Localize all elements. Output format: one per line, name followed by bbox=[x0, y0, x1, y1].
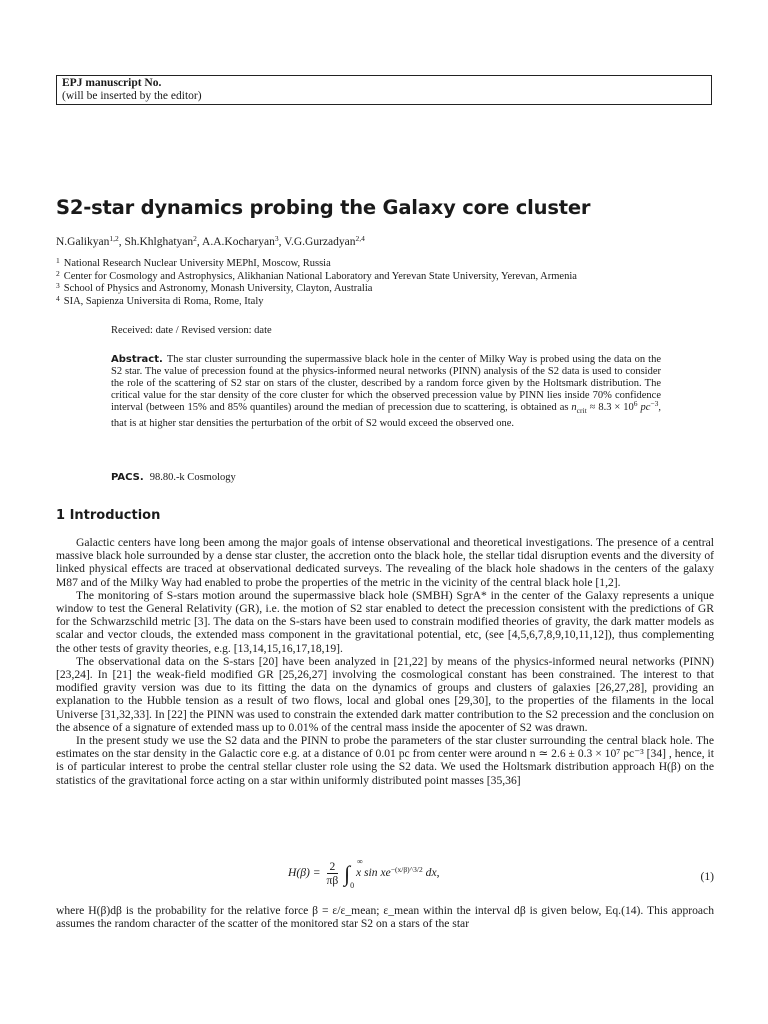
affiliation bbox=[56, 258, 577, 271]
abstract-math-unit-exp: −3 bbox=[650, 399, 659, 409]
integral-upper: ∞ bbox=[357, 856, 363, 866]
affiliation bbox=[56, 293, 577, 309]
author-affil-sup: 1,2 bbox=[109, 234, 119, 243]
affiliation-num: 2 bbox=[56, 268, 60, 278]
abstract-text: The star cluster surrounding the supermassive black hole in the center of Milky Way is probed using the data on the S2 star. The value of precession found at the physics-informed neural networks (PINN) analysis of the S2 data is used to consider the role of the scattering of S2 star on stars of the cluster, described by a random force given by the Holtsmark distribution. The critical value for the star density of the core cluster for which the observed precession value by PINN lies inside 70% confidence interval (between 15% and 85% quantiles) around the median of precession due to scattering, is obtained as bbox=[111, 354, 661, 414]
abstract-math-rest: ≈ 8.3 × 10 bbox=[586, 402, 634, 414]
body-text bbox=[56, 536, 714, 787]
paragraph: Galactic centers have long been among the major goals of intense observational and theoretical investigations. The presence of a central massive black hole surrounded by a dense star cluster, the accretion onto the black hole, the stellar tidal disruption events and the diversity of linked physical effects are traced at observational dedicated surveys. The revealing of the black hole shadows in the centers of the galaxy M87 and of the Milky Way had enabled to probe the properties of the metric in the vicinity of the central black hole [1,2]. bbox=[56, 536, 714, 589]
affiliation-num: 4 bbox=[56, 293, 60, 303]
equation-integrand: x sin xe bbox=[356, 866, 391, 880]
author-sep: , bbox=[118, 236, 125, 248]
manuscript-note: (will be inserted by the editor) bbox=[62, 90, 202, 102]
author: A.A.Kocharyan bbox=[202, 236, 275, 248]
abstract-text-end: , that is at higher star densities the perturbation of the orbit of S2 would exceed the observed one. bbox=[111, 402, 662, 429]
paper-title: S2-star dynamics probing the Galaxy core cluster bbox=[56, 196, 591, 219]
abstract-label: Abstract. bbox=[111, 354, 163, 365]
equation-1 bbox=[56, 858, 714, 892]
abstract-math-exp: 6 bbox=[633, 399, 638, 409]
author-affil-sup: 2,4 bbox=[355, 234, 365, 243]
affiliation-list bbox=[56, 258, 577, 308]
equation-tail: dx, bbox=[425, 866, 440, 880]
paragraph: In the present study we use the S2 data and the PINN to probe the parameters of the star cluster surrounding the central black hole. The estimates on the star density in the Galactic core e.g. at a distance of 0.01 pc from center were around n ≃ 2.6 ± 0.3 × 10⁷ pc⁻³ [34] , hence, it is of particular interest to probe the central stellar cluster role using the S2 data. We used the Holtsmark distribution approach H(β) on the statistics of the gravitational force acting on a star within uniformly distributed point masses [35,36] bbox=[56, 734, 714, 787]
abstract bbox=[111, 354, 661, 430]
body-text-after-equation: where H(β)dβ is the probability for the relative force β = ε/ε_mean; ε_mean within the interval dβ is given below, Eq.(14). This approach assumes the random character of the scatter of the monitored star S2 on a stars of the star bbox=[56, 904, 714, 931]
affiliation-num: 1 bbox=[56, 256, 60, 265]
author-affil-sup: 3 bbox=[274, 234, 279, 243]
fraction-denominator: πβ bbox=[326, 874, 339, 887]
author-sep: , bbox=[278, 236, 285, 248]
equation-fraction bbox=[327, 860, 339, 887]
equation-exponent: −(x/β)^3/2 bbox=[390, 865, 423, 875]
author: V.G.Gurzadyan bbox=[284, 236, 356, 248]
equation-number: (1) bbox=[700, 870, 714, 883]
affiliation bbox=[56, 268, 577, 284]
equation-formula bbox=[288, 856, 440, 890]
received-line: Received: date / Revised version: date bbox=[111, 325, 272, 336]
author-affil-sup: 2 bbox=[193, 234, 197, 243]
affiliation-text: Center for Cosmology and Astrophysics, Alikhanian National Laboratory and Yerevan State University, Yerevan, Armenia bbox=[63, 270, 577, 282]
paragraph: The observational data on the S-stars [20] have been analyzed in [21,22] by means of the physics-informed neural networks (PINN) [23,24]. In [21] the weak-field modified GR [25,26,27] involving the cosmological constant has been constrained. The interest to that modified gravity version was due to its fitting the data on the dynamics of groups and clusters of galaxies [26,27,28], providing an explanation to the Hubble tension as a result of two flows, local and global ones [29,30], to the properties of the filaments in the local Universe [31,32,33]. In [22] the PINN was used to constrain the extended dark matter contribution to the S2 precession and the conclusion on the absence of a signature of extended mass up to 0.01% of the central mass inside the apocenter of S2 was drawn. bbox=[56, 654, 714, 734]
fraction-numerator: 2 bbox=[327, 860, 339, 874]
manuscript-label: EPJ manuscript No. bbox=[62, 77, 162, 89]
author: Sh.Khlghatyan bbox=[124, 236, 194, 248]
section-heading: 1 Introduction bbox=[56, 508, 161, 523]
affiliation-text: National Research Nuclear University MEPhI, Moscow, Russia bbox=[63, 258, 331, 269]
author-list bbox=[56, 236, 365, 248]
abstract-math-unit: pc bbox=[637, 402, 651, 414]
affiliation-text: SIA, Sapienza Universita di Roma, Rome, Italy bbox=[63, 295, 264, 307]
affiliation-num: 3 bbox=[56, 281, 60, 291]
affiliation bbox=[56, 283, 577, 296]
pacs-label: PACS. bbox=[111, 472, 144, 483]
paragraph: The monitoring of S-stars motion around the supermassive black hole (SMBH) SgrA* in the center of the Galaxy represents a unique window to test the General Relativity (GR), i.e. the motion of S2 star enabled to detect the precession consistent with the predictions of GR for the Schwarzschild metric [3]. The data on the S-stars have been used to constrain modified theories of gravity, the dark matter models as scalar and vector clouds, the extended mass component in the gravitational potential, etc, (see [4,5,6,7,8,9,10,11,12]), thus complementing the other tests of gravity theories, e.g. [13,14,15,16,17,18,19]. bbox=[56, 588, 714, 655]
integral-sign: ∫ ∞ 0 bbox=[344, 856, 363, 890]
pacs-text: 98.80.-k Cosmology bbox=[149, 472, 236, 483]
affiliation-text: School of Physics and Astronomy, Monash University, Clayton, Australia bbox=[63, 283, 373, 295]
pacs-line bbox=[111, 472, 236, 483]
abstract-math-sub: crit bbox=[576, 406, 587, 416]
author: N.Galikyan bbox=[56, 236, 110, 248]
equation-lhs: H(β) = bbox=[288, 866, 321, 880]
manuscript-box bbox=[56, 75, 712, 105]
integral-lower: 0 bbox=[350, 880, 355, 890]
author-sep: , bbox=[196, 236, 203, 248]
abstract-math: n bbox=[571, 402, 577, 414]
